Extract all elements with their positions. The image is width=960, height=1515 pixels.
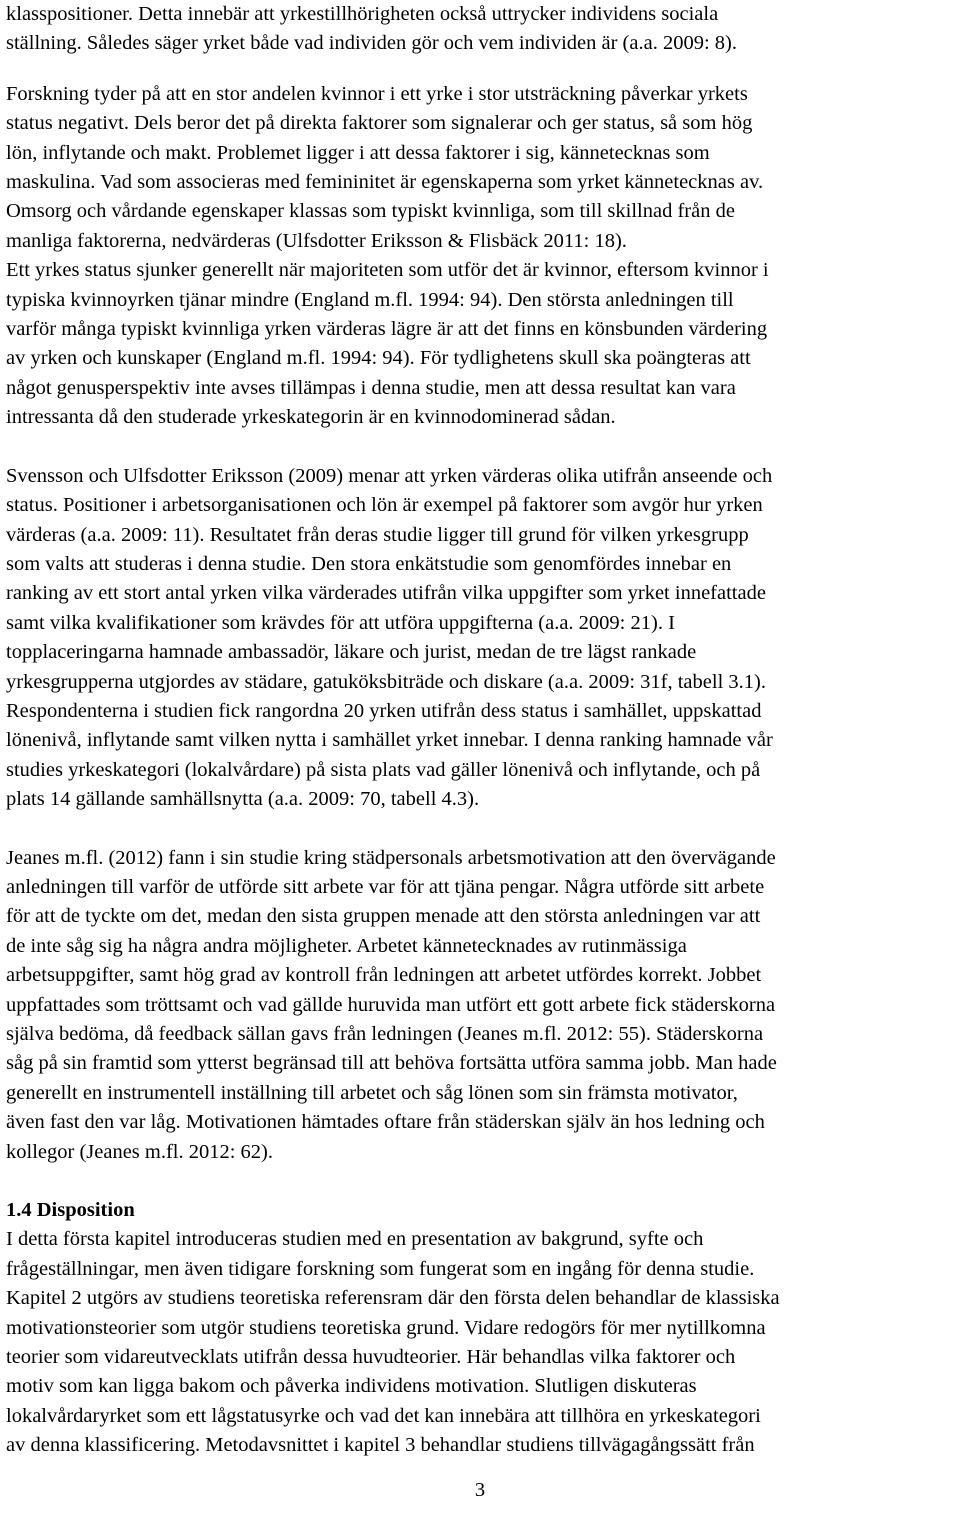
text-line: typiska kvinnoyrken tjänar mindre (England m.fl. 1994: 94). Den största anledningen till (6, 288, 734, 311)
text-line: Kapitel 2 utgörs av studiens teoretiska referensram där den första delen behandlar de klassiska (6, 1287, 780, 1310)
text-line: kollegor (Jeanes m.fl. 2012: 62). (6, 1140, 274, 1163)
text-line: I detta första kapitel introduceras studien med en presentation av bakgrund, syfte och (6, 1228, 704, 1251)
text-line: generellt en instrumentell inställning till arbetet och såg lönen som sin främsta motivator, (6, 1081, 738, 1104)
section-heading (6, 1196, 950, 1225)
paragraph-intro (6, 0, 950, 59)
text-line: topplaceringarna hamnade ambassadör, läkare och jurist, medan de tre lägst rankade (6, 641, 697, 664)
text-line: lön, inflytande och makt. Problemet ligger i att dessa faktorer i sig, kännetecknas som (6, 141, 710, 164)
text-line: motiv som kan ligga bakom och påverka individens motivation. Slutligen diskuteras (6, 1375, 697, 1398)
text-line: studies yrkeskategori (lokalvårdare) på sista plats vad gäller lönenivå och inflytande, och på (6, 758, 761, 781)
text-line: Forskning tyder på att en stor andelen kvinnor i ett yrke i stor utsträckning påverkar yrkets (6, 82, 748, 105)
text-line: frågeställningar, men även tidigare forskning som fungerat som en ingång för denna studie. (6, 1257, 755, 1280)
paragraph-research-status (6, 80, 950, 433)
text-line: såg på sin framtid som ytterst begränsad till att behöva fortsätta utföra samma jobb. Man hade (6, 1052, 777, 1075)
text-line: de inte såg sig ha några andra möjligheter. Arbetet kännetecknades av rutinmässiga (6, 934, 687, 957)
text-line: även fast den var låg. Motivationen hämtades oftare från städerskan själv än hos ledning och (6, 1111, 765, 1134)
text-line: teorier som vidareutvecklats utifrån dessa huvudteorier. Här behandlas vilka faktorer och (6, 1346, 736, 1369)
paragraph-jeanes-study (6, 844, 950, 1167)
text-line: ställning. Således säger yrket både vad individen gör och vem individen är (a.a. 2009: 8). (6, 32, 737, 55)
paragraph-svensson-study (6, 462, 950, 815)
section-heading-text: 1.4 Disposition (6, 1199, 135, 1222)
text-line: varför många typiskt kvinnliga yrken värderas lägre är att det finns en könsbunden värdering (6, 318, 768, 341)
text-line: status negativt. Dels beror det på direkta faktorer som signalerar och ger status, så som hög (6, 112, 753, 135)
text-line: intressanta då den studerade yrkeskategorin är en kvinnodominerad sådan. (6, 406, 616, 429)
text-line: Omsorg och vårdande egenskaper klassas som typiskt kvinnliga, som till skillnad från de (6, 200, 735, 223)
paragraph-disposition (6, 1225, 950, 1460)
text-line: manliga faktorerna, nedvärderas (Ulfsdotter Eriksson & Flisbäck 2011: 18). (6, 229, 627, 252)
text-line: Svensson och Ulfsdotter Eriksson (2009) menar att yrken värderas olika utifrån anseende och (6, 464, 773, 487)
text-line: för att de tyckte om det, medan den sista gruppen menade att den största anledningen var att (6, 905, 761, 928)
text-line: ranking av ett stort antal yrken vilka värderades utifrån vilka uppgifter som yrket innefattade (6, 582, 766, 605)
text-line: yrkesgrupperna utgjordes av städare, gatuköksbiträde och diskare (a.a. 2009: 31f, tabell 3.1). (6, 670, 766, 693)
text-line: lokalvårdaryrket som ett lågstatusyrke och vad det kan innebära att tillhöra en yrkeskategori (6, 1404, 761, 1427)
text-line: plats 14 gällande samhällsnytta (a.a. 2009: 70, tabell 4.3). (6, 788, 480, 811)
text-line: Ett yrkes status sjunker generellt när majoriteten som utför det är kvinnor, eftersom kvinnor i (6, 259, 769, 282)
text-line: av yrken och kunskaper (England m.fl. 1994: 94). För tydlighetens skull ska poängteras att (6, 347, 751, 370)
text-line: själva bedöma, då feedback sällan gavs från ledningen (Jeanes m.fl. 2012: 55). Städerskorna (6, 1023, 764, 1045)
text-line: värderas (a.a. 2009: 11). Resultatet från deras studie ligger till grund för vilken yrkesgrupp (6, 523, 749, 546)
text-line: Respondenterna i studien fick rangordna 20 yrken utifrån dess status i samhället, uppskattad (6, 699, 762, 722)
text-line: motivationsteorier som utgör studiens teoretiska grund. Vidare redogörs för mer nytillkomna (6, 1316, 766, 1339)
text-line: lönenivå, inflytande samt vilken nytta i samhället yrket innebar. I denna ranking hamnade vår (6, 729, 773, 752)
text-line: status. Positioner i arbetsorganisationen och lön är exempel på faktorer som avgör hur yrken (6, 494, 763, 517)
text-line: samt vilka kvalifikationer som krävdes för att utföra uppgifterna (a.a. 2009: 21). I (6, 611, 675, 634)
text-line: något genusperspektiv inte avses tillämpas i denna studie, men att dessa resultat kan vara (6, 376, 736, 399)
document-page (6, 0, 950, 1461)
text-line: av denna klassificering. Metodavsnittet i kapitel 3 behandlar studiens tillvägagångssätt från (6, 1434, 755, 1457)
text-line: anledningen till varför de utförde sitt arbete var för att tjäna pengar. Några utförde sitt arbete (6, 875, 765, 898)
text-line: som valts att studeras i denna studie. Den stora enkätstudie som genomfördes innebar en (6, 552, 732, 575)
text-line: uppfattades som tröttsamt och vad gällde huruvida man utfört ett gott arbete fick städerskorna (6, 993, 776, 1016)
text-line: Jeanes m.fl. (2012) fann i sin studie kring städpersonals arbetsmotivation att den övervägande (6, 846, 776, 869)
text-line: klasspositioner. Detta innebär att yrkestillhörigheten också uttrycker individens sociala (6, 3, 719, 25)
page-number: 3 (474, 1479, 486, 1501)
text-line: arbetsuppgifter, samt hög grad av kontroll från ledningen att arbetet utfördes korrekt. Jobbet (6, 964, 762, 987)
text-line: maskulina. Vad som associeras med femininitet är egenskaperna som yrket kännetecknas av. (6, 171, 764, 194)
